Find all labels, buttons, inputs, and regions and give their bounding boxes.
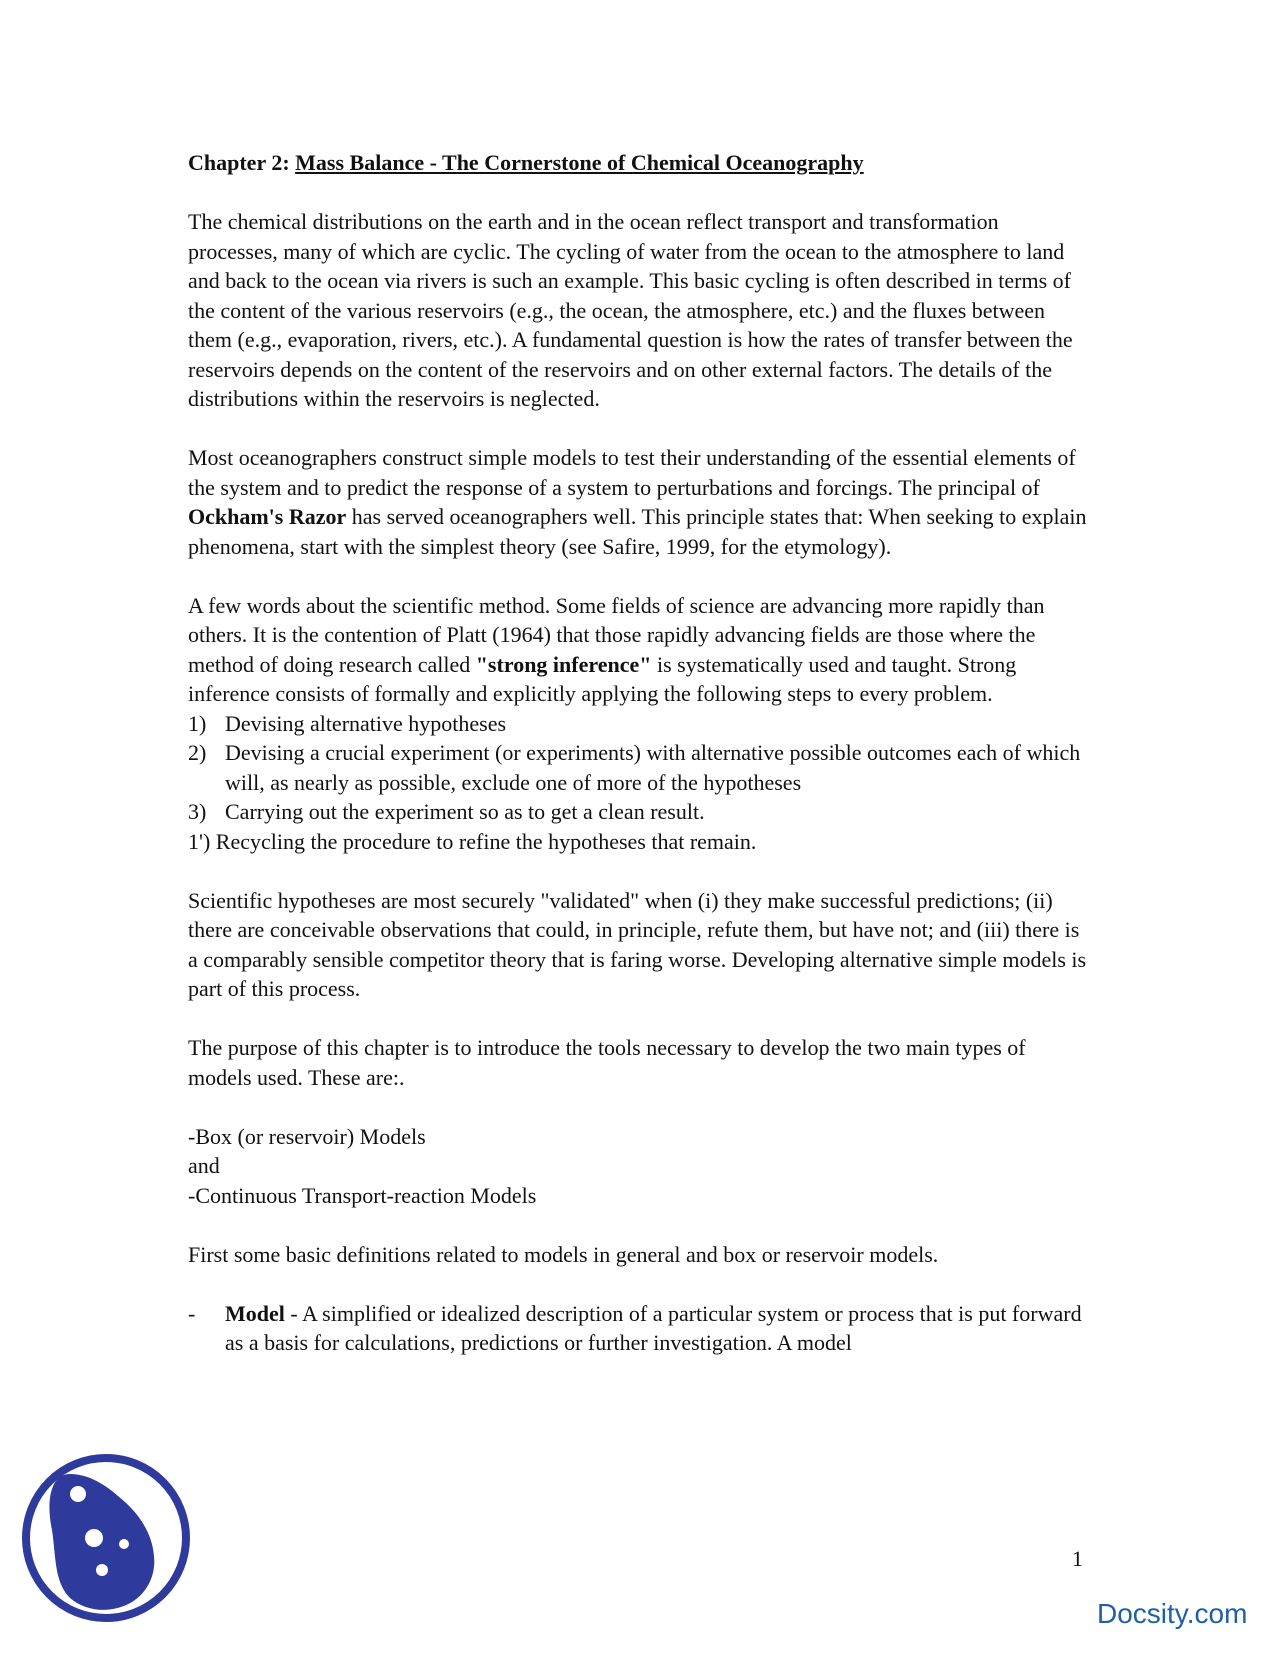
paragraph-method-part1: A few words about the scientific method. Some fields of science are advancing more rapidly than others. It is the contention of Platt (1964) that those rapidly advancing fields are those where the method of doing research called (188, 592, 1045, 677)
list-item-text: Devising a crucial experiment (or experiments) with alternative possible outcomes each of which will, as nearly as possible, exclude one of more of the hypotheses (225, 740, 1081, 795)
list-item (188, 738, 1088, 797)
strong-inference-term: "strong inference" (475, 651, 652, 677)
model-type-continuous: -Continuous Transport-reaction Models (188, 1182, 537, 1208)
paragraph-ockham-part1: Most oceanographers construct simple models to test their understanding of the essential elements of the system and to predict the response of a system to perturbations and forcings. The principal of (188, 445, 1076, 500)
model-type-conjunction: and (188, 1153, 220, 1178)
list-item (188, 797, 1088, 827)
ockham-razor-term: Ockham's Razor (188, 504, 347, 529)
chapter-label: Chapter 2: (188, 150, 290, 175)
definition-dash: - (188, 1300, 196, 1326)
paragraph-method-part2: is systematically used and taught. Strong inference consists of formally and explicitly applying the following steps to every problem. (188, 651, 1017, 706)
list-item (188, 709, 1088, 739)
paragraph-definitions-intro: First some basic definitions related to models in general and box or reservoir models. (188, 1241, 939, 1267)
paragraph-ockham (188, 443, 1088, 561)
chapter-heading: Mass Balance - The Cornerstone of Chemical Oceanography (295, 150, 864, 175)
document-body (188, 148, 1088, 1358)
list-item-text: Devising alternative hypotheses (225, 710, 507, 736)
definition-model (188, 1299, 1088, 1358)
definition-term: Model (225, 1300, 285, 1326)
paragraph-scientific-method (188, 591, 1088, 709)
paragraph-purpose: The purpose of this chapter is to introduce the tools necessary to develop the two main types of models used. These are:. (188, 1035, 1026, 1090)
paragraph-validation: Scientific hypotheses are most securely "validated" when (i) they make successful predictions; (ii) there are conceivable observations that could, in principle, refute them, but have not; and (iii) there is a comparably sensible competitor theory that is faring worse. Developing alternative simple models is part of this process. (188, 887, 1087, 1001)
list-item-text: Carrying out the experiment so as to get a clean result. (225, 799, 705, 824)
definition-text: - A simplified or idealized description of a particular system or process that is put forward as a basis for calculations, predictions or further investigation. A model (225, 1300, 1082, 1355)
list-item-number: 2) (188, 740, 207, 765)
paragraph-intro: The chemical distributions on the earth and in the ocean reflect transport and transformation processes, many of which are cyclic. The cycling of water from the ocean to the atmosphere to land and back to the ocean via rivers is such an example. This basic cycling is often described in terms of the content of the various reservoirs (e.g., the ocean, the atmosphere, etc.) and the fluxes between them (e.g., evaporation, rivers, etc.). A fundamental question is how the rates of transfer between the reservoirs depends on the content of the reservoirs and on other external factors. The details of the distributions within the reservoirs is neglected. (188, 209, 1073, 411)
docsity-logo-icon[interactable] (20, 1452, 192, 1624)
list-item-recycle: 1') Recycling the procedure to refine the hypotheses that remain. (188, 828, 757, 854)
paragraph-ockham-part2: has served oceanographers well. This principle states that: When seeking to explain phenomena, start with the simplest theory (see Safire, 1999, for the etymology). (188, 504, 1087, 559)
list-item-number: 1) (188, 710, 207, 736)
model-type-box: -Box (or reservoir) Models (188, 1123, 426, 1149)
chapter-title (188, 148, 1088, 178)
page-number: 1 (1072, 1546, 1083, 1571)
list-item-number: 3) (188, 799, 207, 824)
docsity-brand-link[interactable]: Docsity.com (1097, 1598, 1248, 1629)
